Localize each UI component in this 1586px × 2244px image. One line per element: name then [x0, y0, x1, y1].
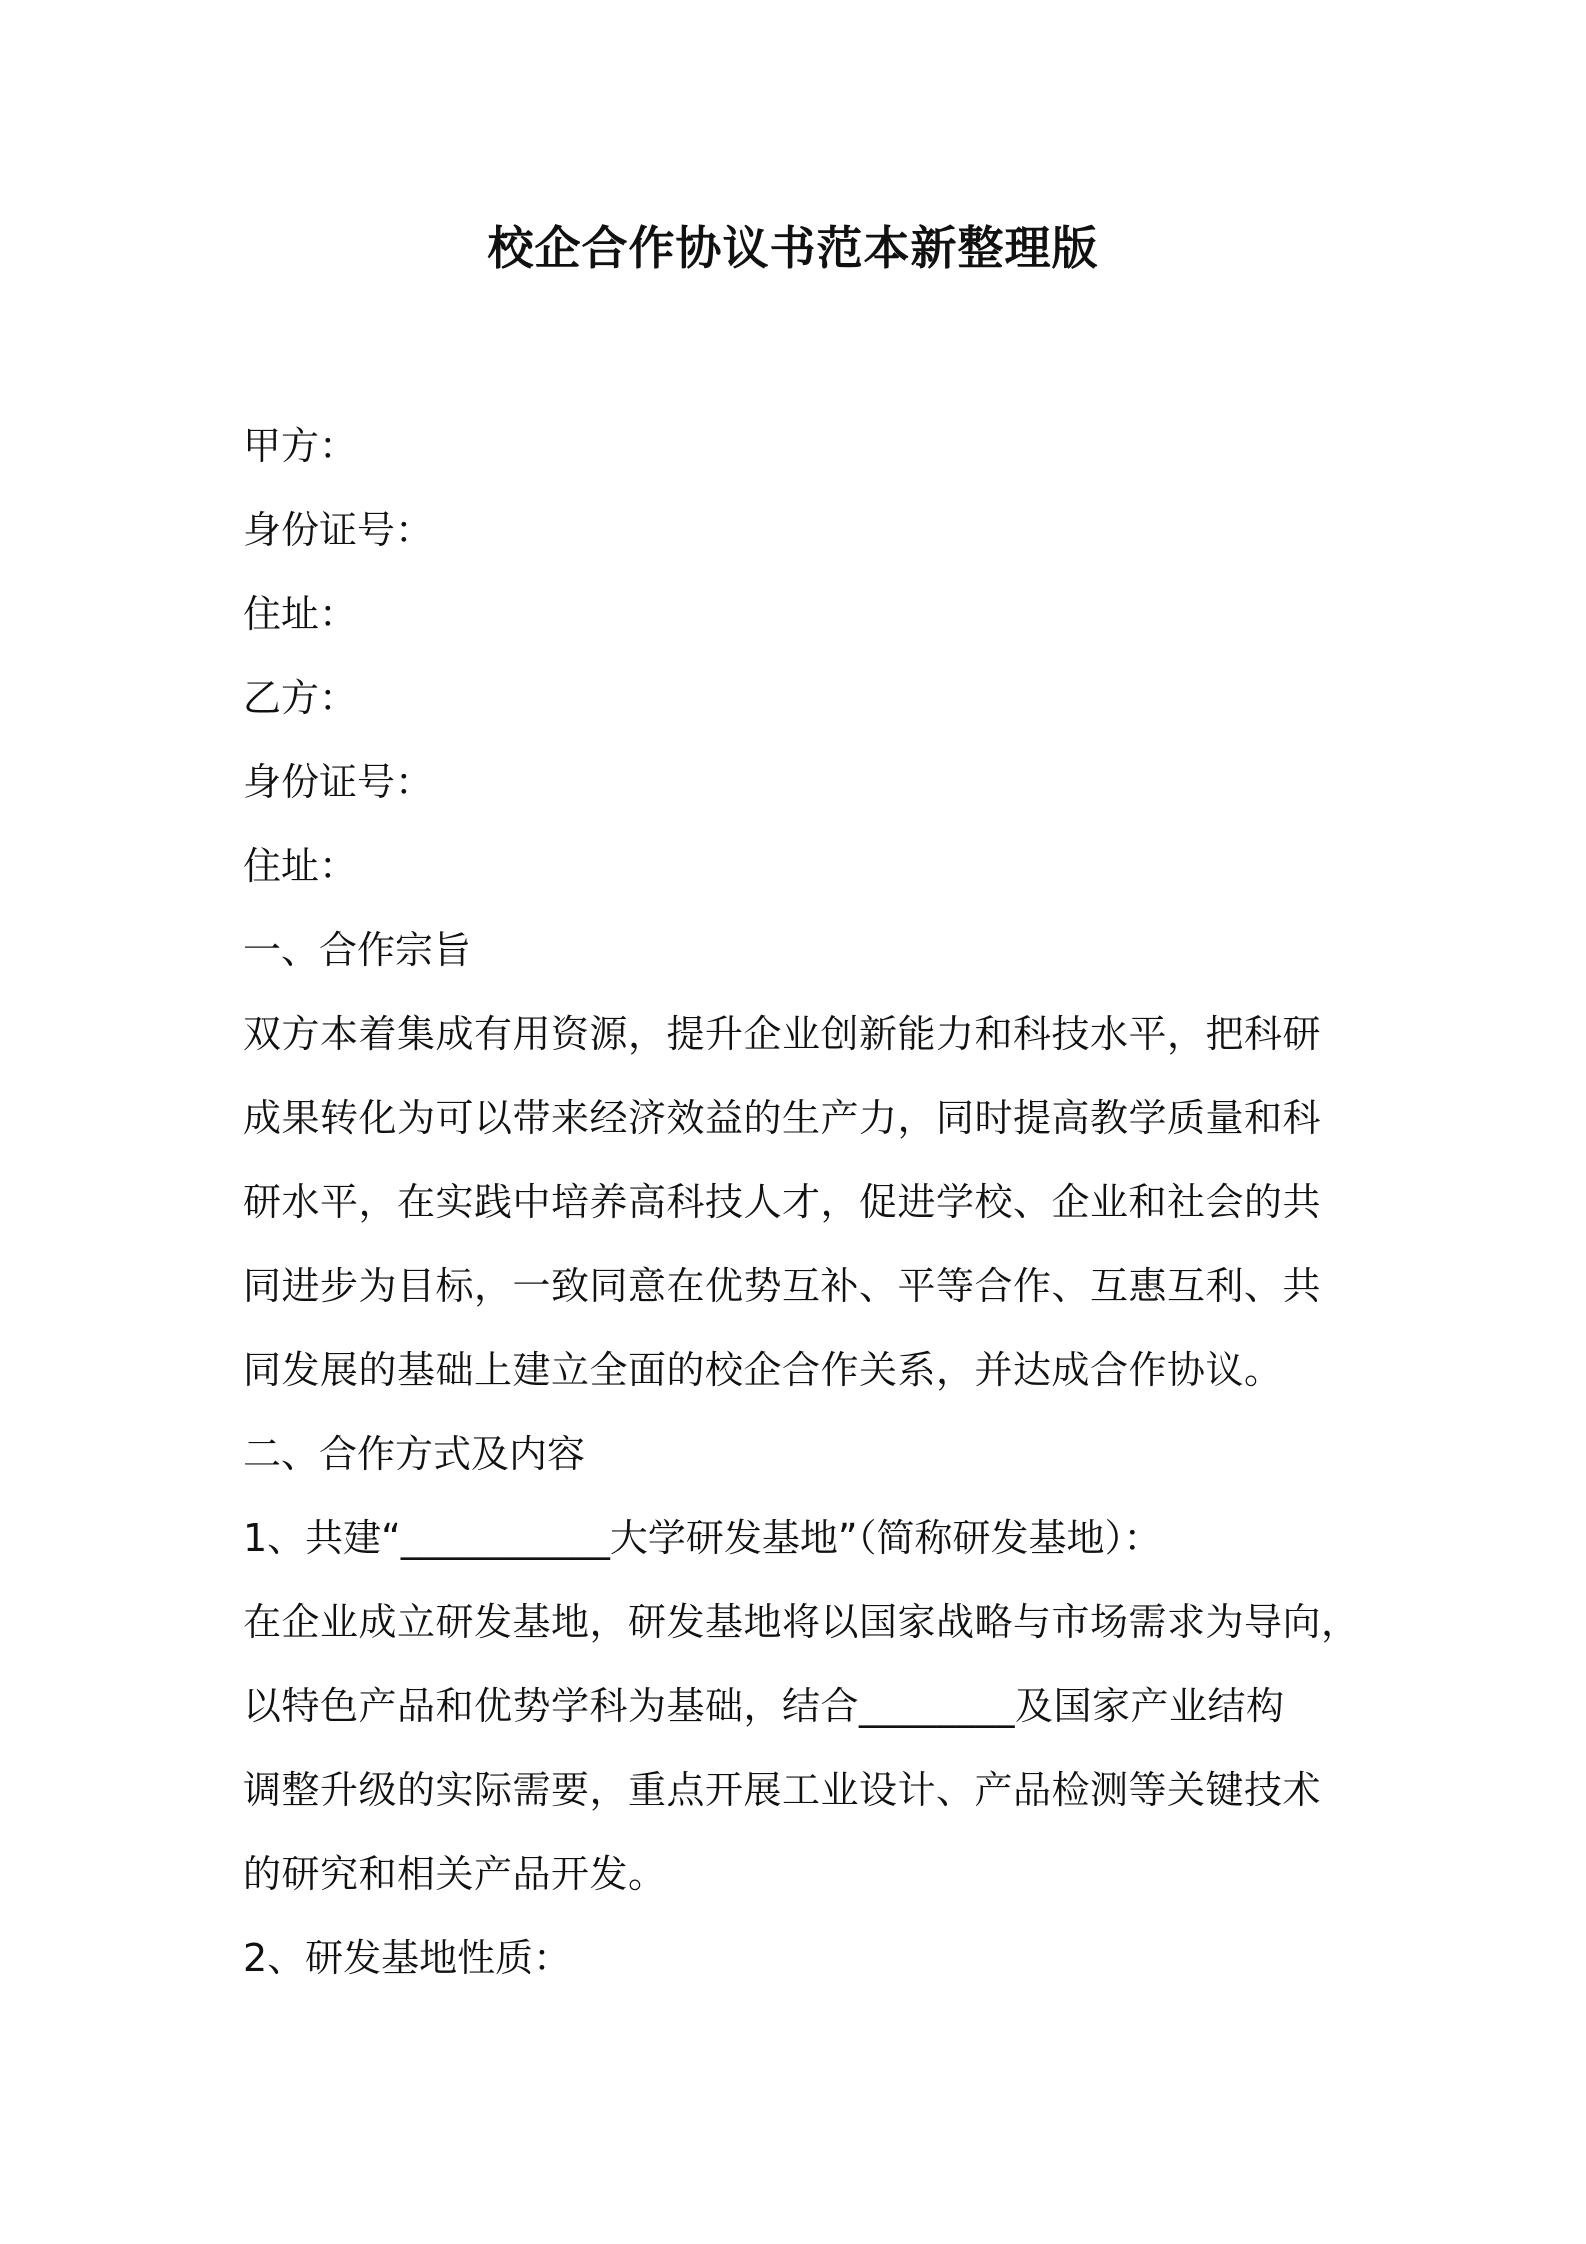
paragraph-line: 双方本着集成有用资源，提升企业创新能力和科技水平，把科研	[243, 1012, 1322, 1056]
paragraph-line: 的研究和相关产品开发。	[243, 1852, 667, 1896]
paragraph-line: 以特色产品和优势学科为基础，结合________及国家产业结构	[243, 1684, 1285, 1728]
paragraph-line: 研水平，在实践中培养高科技人才，促进学校、企业和社会的共	[243, 1180, 1322, 1224]
section-paragraph	[243, 1580, 1363, 1916]
list-item: 2、研发基地性质：	[243, 1936, 572, 1980]
section-heading: 一、合作宗旨	[243, 928, 472, 972]
list-item: 1、共建“___________大学研发基地”（简称研发基地）：	[243, 1516, 1162, 1560]
paragraph-line: 同进步为目标，一致同意在优势互补、平等合作、互惠互利、共	[243, 1264, 1322, 1308]
section-paragraph	[243, 992, 1363, 1412]
party-a-field: 甲方：	[243, 424, 358, 468]
paragraph-line: 在企业成立研发基地，研发基地将以国家战略与市场需求为导向，	[243, 1600, 1360, 1644]
paragraph-line: 成果转化为可以带来经济效益的生产力，同时提高教学质量和科	[243, 1096, 1322, 1140]
paragraph-line: 调整升级的实际需要，重点开展工业设计、产品检测等关键技术	[243, 1768, 1322, 1812]
document-body	[243, 404, 1363, 2000]
party-b-id-field: 身份证号：	[243, 760, 434, 804]
section-heading: 二、合作方式及内容	[243, 1432, 586, 1476]
party-b-field: 乙方：	[243, 676, 358, 720]
paragraph-line: 同发展的基础上建立全面的校企合作关系，并达成合作协议。	[243, 1348, 1283, 1392]
party-b-address-field: 住址：	[243, 844, 358, 888]
party-a-id-field: 身份证号：	[243, 508, 434, 552]
party-a-address-field: 住址：	[243, 592, 358, 636]
document-title: 校企合作协议书范本新整理版	[487, 221, 1099, 275]
